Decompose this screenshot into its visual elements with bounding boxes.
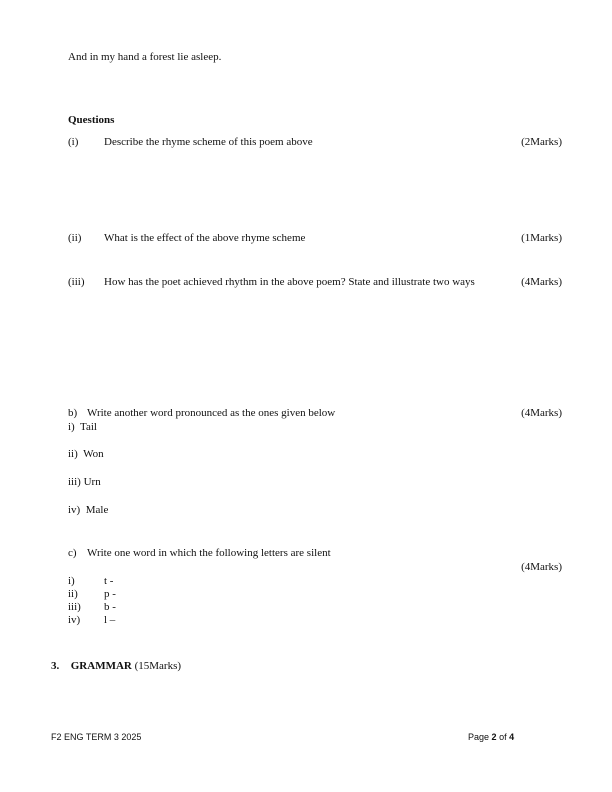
- list-item-word: Urn: [83, 476, 101, 488]
- page-word: Page: [468, 732, 490, 742]
- section-marks: (15Marks): [134, 660, 182, 672]
- part-c-marks: (4Marks): [521, 561, 562, 573]
- page-total: 4: [509, 732, 515, 742]
- part-c-label: c): [68, 547, 77, 559]
- section-number: 3.: [51, 660, 60, 672]
- part-c-text: Write one word in which the following letters are silent: [87, 547, 331, 559]
- question-number: (iii): [68, 276, 85, 288]
- part-b-text: Write another word pronounced as the ones given below: [87, 407, 336, 419]
- list-item-number: i): [68, 421, 75, 433]
- question-marks: (2Marks): [521, 136, 562, 148]
- list-item: [68, 421, 97, 434]
- list-item-letter: p -: [104, 588, 116, 600]
- page-number: [468, 732, 514, 743]
- list-item-number: iv): [68, 504, 81, 516]
- list-item-number: ii): [68, 588, 78, 600]
- question-marks: (1Marks): [521, 232, 562, 244]
- question-marks: (4Marks): [521, 276, 562, 288]
- list-item-number: i): [68, 575, 75, 587]
- list-item-word: Won: [83, 448, 104, 460]
- list-item: [68, 504, 108, 517]
- part-b-marks: (4Marks): [521, 407, 562, 419]
- list-item-word: Tail: [80, 421, 97, 433]
- page-current: 2: [491, 732, 497, 742]
- list-item-number: iii): [68, 601, 81, 613]
- list-item-letter: l –: [104, 614, 116, 626]
- list-item: [68, 448, 104, 461]
- list-item-number: ii): [68, 448, 78, 460]
- question-text: Describe the rhyme scheme of this poem above: [104, 136, 313, 148]
- question-number: (i): [68, 136, 79, 148]
- questions-heading: Questions: [68, 114, 115, 126]
- section-title: GRAMMAR: [70, 660, 132, 672]
- footer-left: F2 ENG TERM 3 2025: [51, 732, 142, 742]
- list-item-number: iii): [68, 476, 81, 488]
- list-item-number: iv): [68, 614, 81, 626]
- list-item-word: Male: [85, 504, 109, 516]
- question-text: What is the effect of the above rhyme scheme: [104, 232, 306, 244]
- poem-last-line: And in my hand a forest lie asleep.: [68, 51, 222, 63]
- list-item-letter: t -: [104, 575, 114, 587]
- question-text: How has the poet achieved rhythm in the above poem? State and illustrate two ways: [104, 276, 475, 288]
- list-item: [68, 476, 101, 489]
- part-b-label: b): [68, 407, 78, 419]
- question-number: (ii): [68, 232, 82, 244]
- list-item-letter: b -: [104, 601, 116, 613]
- section-heading: [51, 660, 181, 673]
- page-of-word: of: [499, 732, 507, 742]
